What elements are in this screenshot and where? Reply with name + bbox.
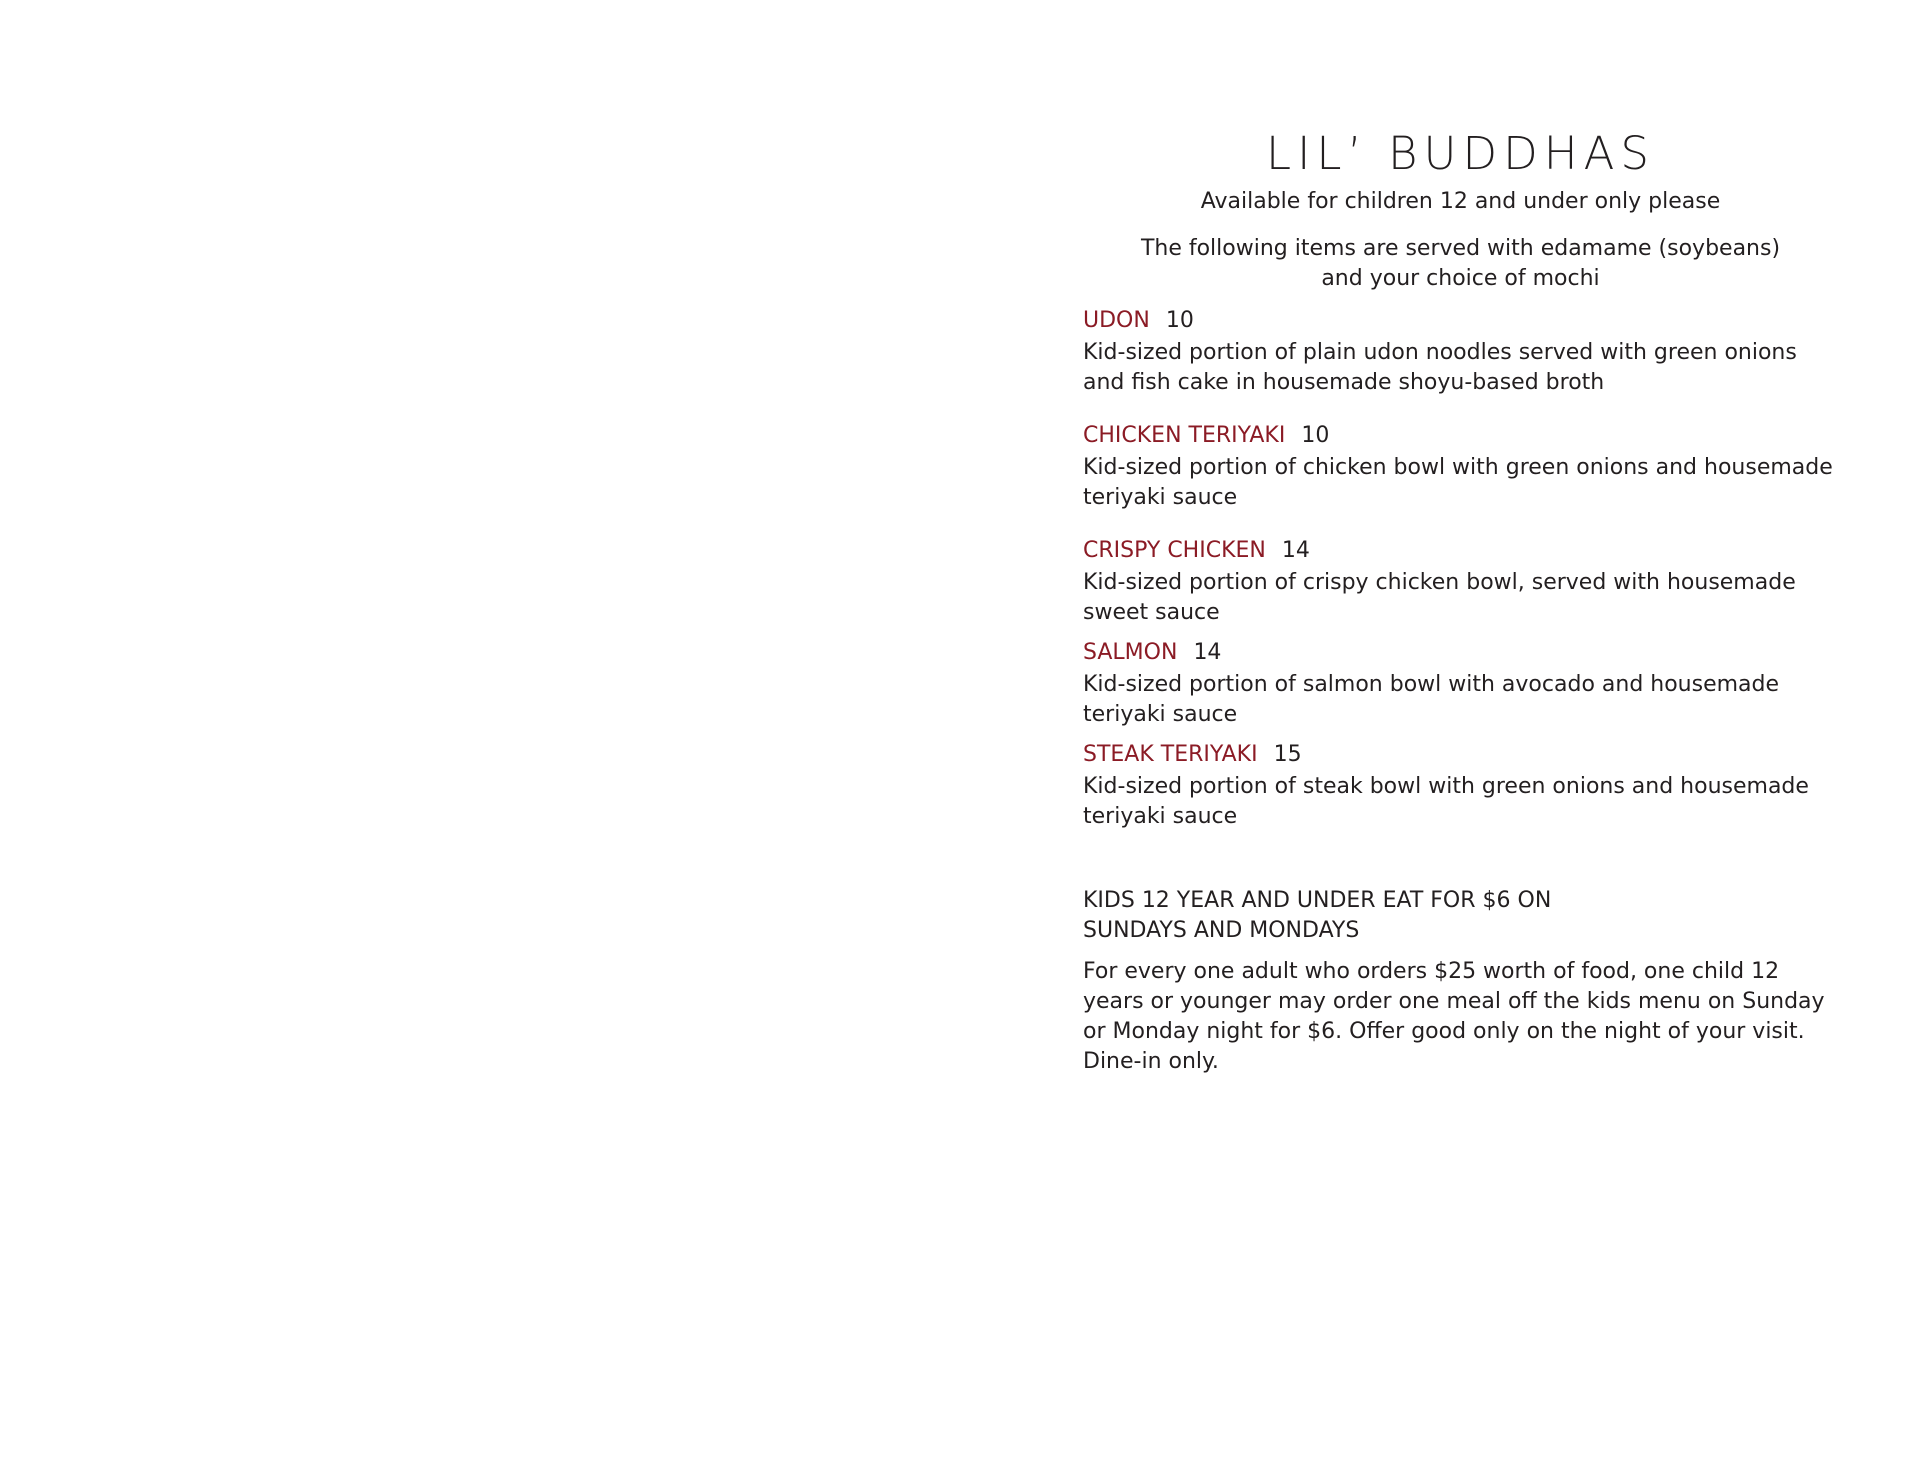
menu-item-description: Kid-sized portion of plain udon noodles served with green onions and fish cake in housemade shoyu-based broth <box>1083 340 1797 395</box>
menu-item-price: 10 <box>1165 308 1194 333</box>
menu-item-crispy-chicken <box>1083 536 1838 628</box>
menu-item-description: Kid-sized portion of salmon bowl with avocado and housemade teriyaki sauce <box>1083 672 1780 727</box>
menu-item-price: 14 <box>1281 538 1310 563</box>
menu-item-salmon <box>1083 638 1838 730</box>
menu-items-list <box>1083 306 1838 832</box>
served-with-note <box>1083 234 1838 294</box>
menu-item-name: STEAK TERIYAKI <box>1083 742 1258 767</box>
menu-item-price: 15 <box>1273 742 1302 767</box>
menu-item-name: CHICKEN TERIYAKI <box>1083 423 1286 448</box>
menu-item-name: CRISPY CHICKEN <box>1083 538 1266 563</box>
menu-item-header <box>1083 306 1838 336</box>
menu-item-name: SALMON <box>1083 640 1178 665</box>
menu-item-name: UDON <box>1083 308 1150 333</box>
menu-subtitle: Available for children 12 and under only please <box>1200 189 1721 214</box>
promo-title: KIDS 12 YEAR AND UNDER EAT FOR $6 ON SUNDAYS AND MONDAYS <box>1083 888 1552 943</box>
menu-item-steak-teriyaki <box>1083 740 1838 832</box>
menu-item-description: Kid-sized portion of chicken bowl with green onions and housemade teriyaki sauce <box>1083 455 1833 510</box>
kids-menu-panel <box>1083 122 1838 1077</box>
menu-item-description: Kid-sized portion of steak bowl with green onions and housemade teriyaki sauce <box>1083 774 1809 829</box>
menu-item-price: 14 <box>1193 640 1222 665</box>
served-with-line1: The following items are served with edamame (soybeans) <box>1140 236 1781 261</box>
menu-item-header <box>1083 638 1838 668</box>
menu-item-description: Kid-sized portion of crispy chicken bowl, served with housemade sweet sauce <box>1083 570 1796 625</box>
menu-item-header <box>1083 421 1838 451</box>
menu-item-header <box>1083 536 1838 566</box>
menu-title: LIL’ BUDDHAS <box>1266 127 1655 180</box>
menu-item-udon <box>1083 306 1838 398</box>
menu-item-chicken-teriyaki <box>1083 421 1838 513</box>
menu-item-header <box>1083 740 1838 770</box>
promo-text: For every one adult who orders $25 worth of food, one child 12 years or younger may order one meal off the kids menu on Sunday or Monday night for $6. Offer good only on the night of your visit. Dine-in only. <box>1083 959 1825 1074</box>
menu-item-price: 10 <box>1301 423 1330 448</box>
served-with-line2: and your choice of mochi <box>1321 266 1600 291</box>
